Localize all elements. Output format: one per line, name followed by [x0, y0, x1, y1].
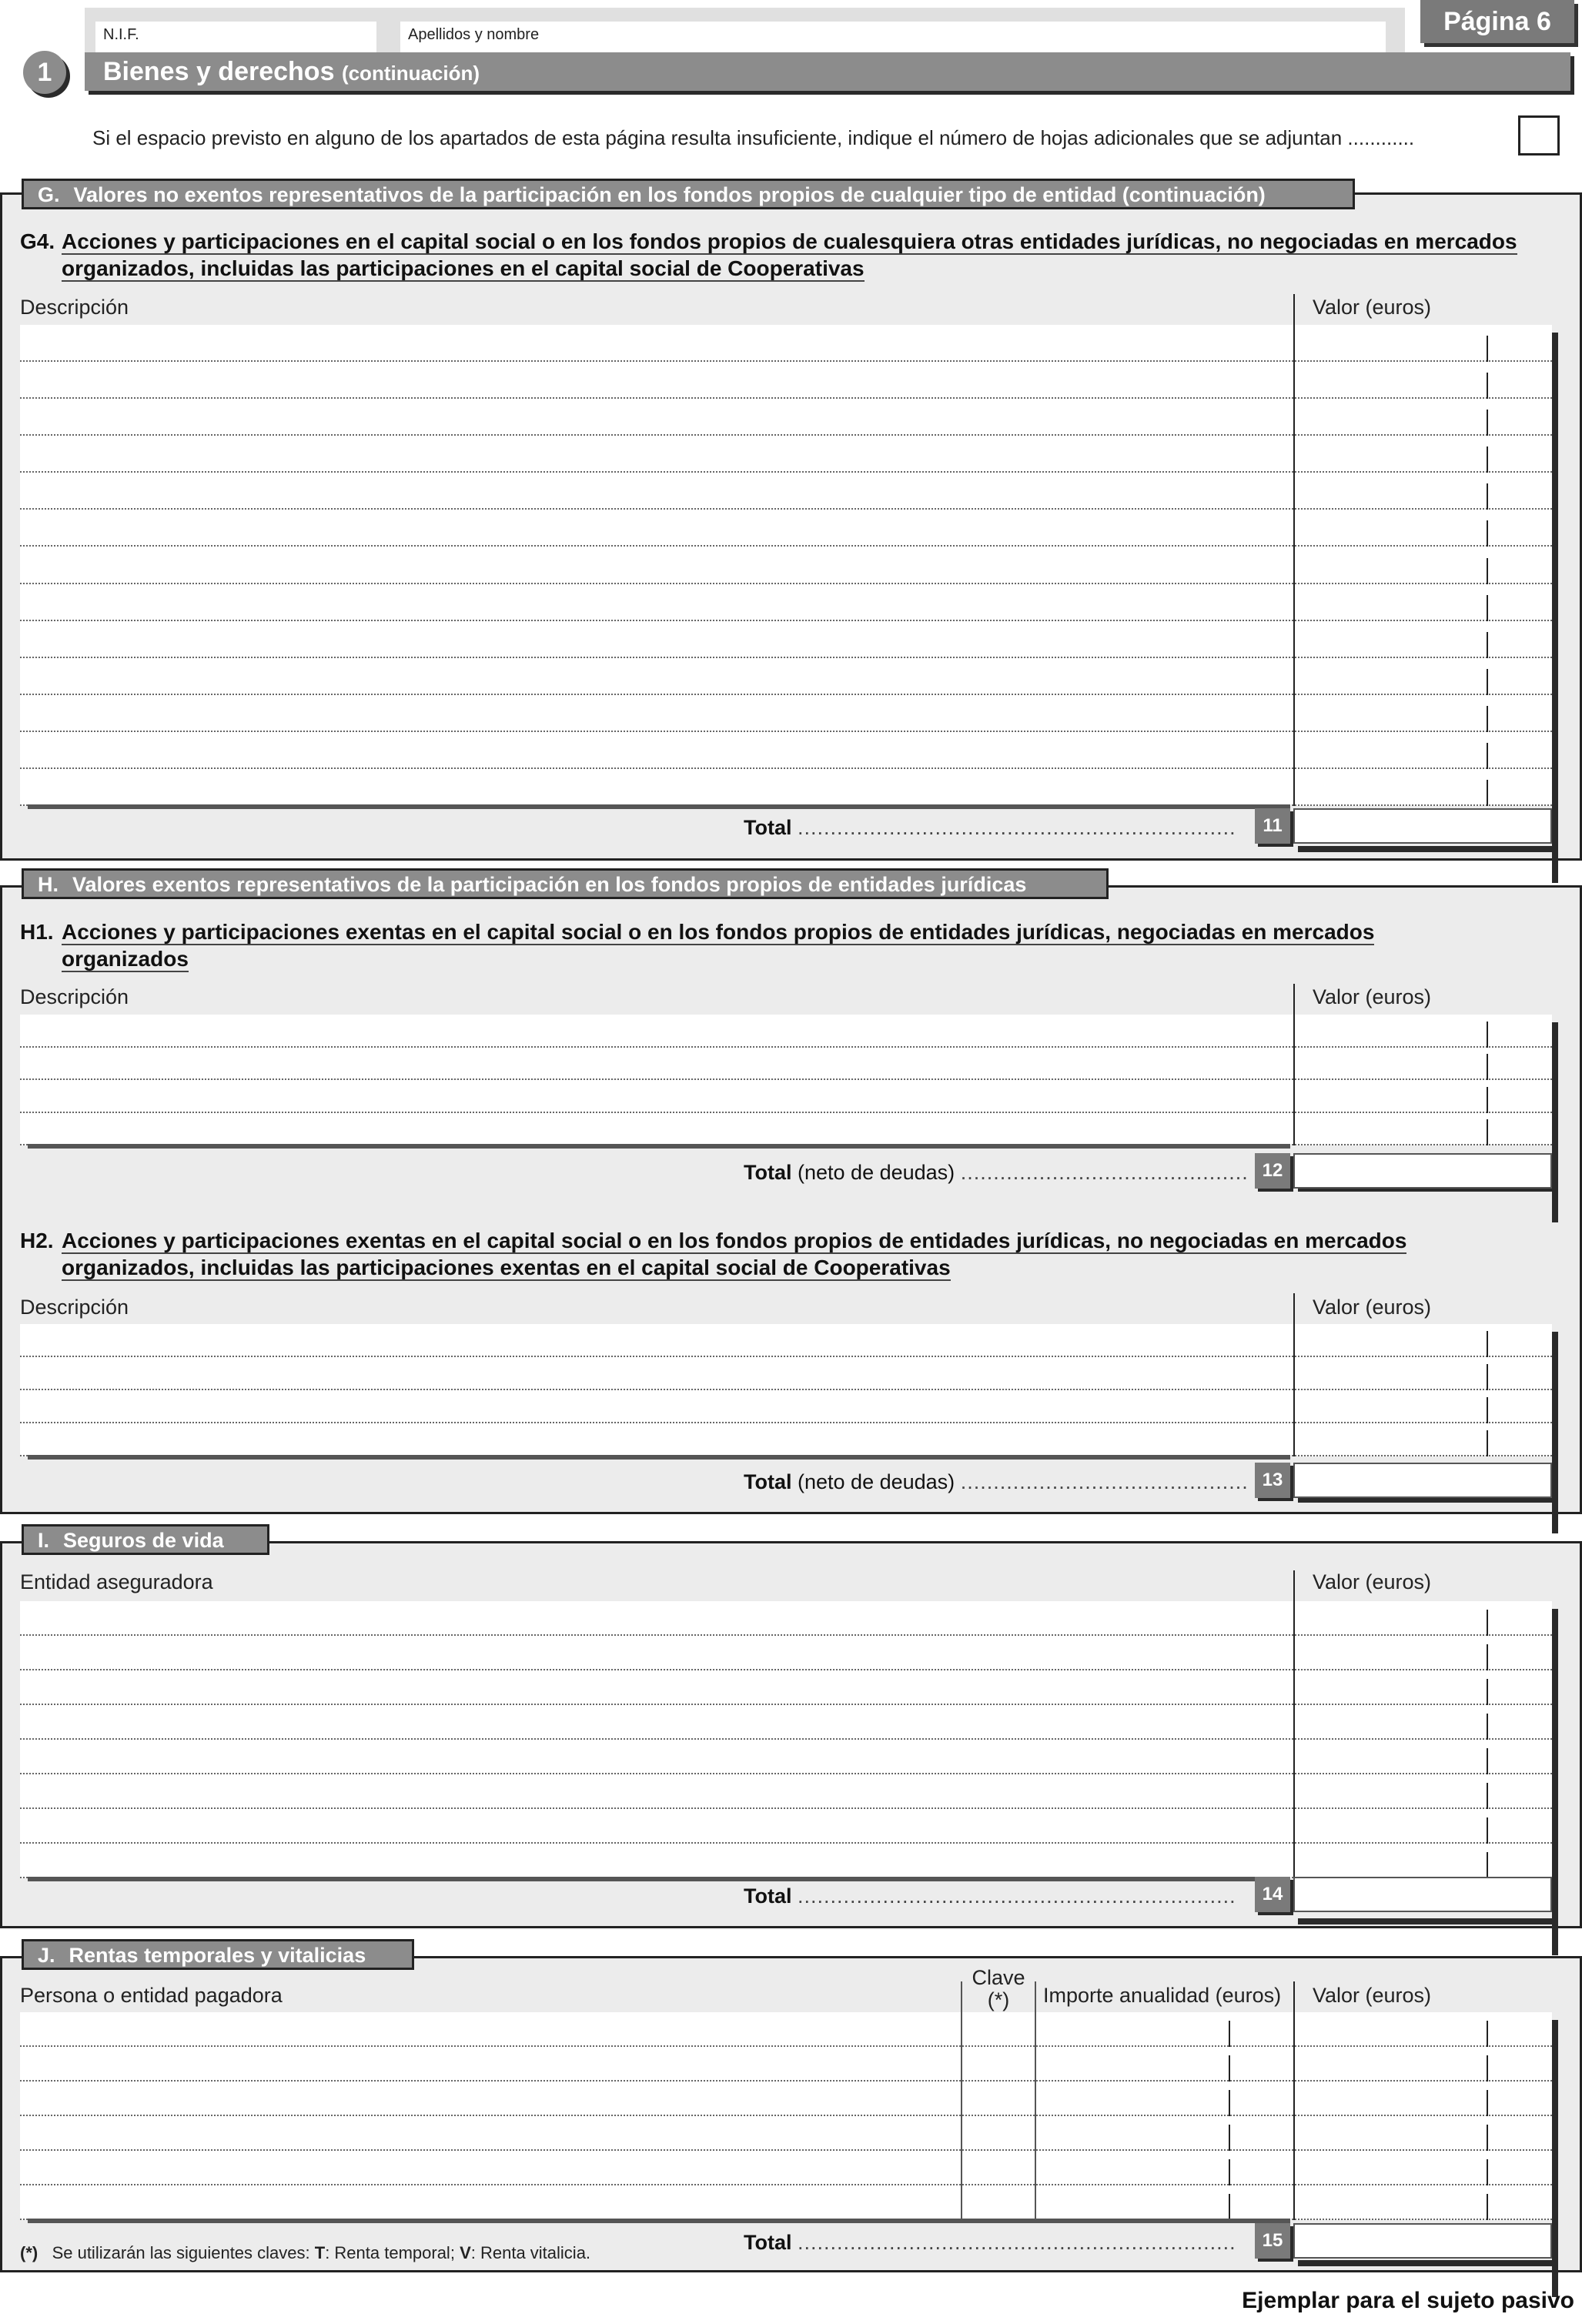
table-right-shadow: [1552, 1609, 1558, 1955]
cents-divider: [1487, 1817, 1488, 1844]
importe-cents-divider: [1229, 2055, 1230, 2082]
section-h-tab: [22, 868, 1109, 899]
page-number-label: Página 6: [1420, 0, 1574, 43]
table-row-line: [20, 2115, 1552, 2116]
cents-divider: [1487, 1331, 1488, 1357]
h2-col-descripcion: Descripción: [20, 1296, 129, 1319]
section-i-title: Seguros de vida: [63, 1529, 224, 1552]
cents-divider: [1487, 1714, 1488, 1740]
table-row-line: [20, 1738, 1552, 1740]
cents-divider: [1487, 2194, 1488, 2220]
cents-divider: [1487, 558, 1488, 584]
table-row-line: [20, 545, 1552, 547]
cents-divider: [1487, 743, 1488, 769]
cents-divider: [1487, 336, 1488, 362]
cents-divider: [1487, 632, 1488, 658]
cents-divider: [1487, 706, 1488, 732]
h1-col-descripcion: Descripción: [20, 985, 129, 1008]
total-separator-bar: [28, 2219, 1290, 2223]
h1-total-label: Total (neto de deudas) ............................................: [744, 1161, 1249, 1184]
cents-divider: [1487, 483, 1488, 510]
cents-divider: [1487, 2055, 1488, 2082]
table-row-line: [20, 1112, 1552, 1113]
header-band: [85, 8, 1405, 52]
h2-line2: organizados, incluidas las participaciones exentas en el capital social de Cooperativas: [62, 1256, 951, 1279]
section-number-badge: 1: [23, 51, 66, 94]
section-g-letter: G.: [38, 183, 60, 206]
h1-line1: Acciones y participaciones exentas en el capital social o en los fondos propios de entidades jurídicas, negociadas en mercados: [62, 920, 1375, 944]
j-column-divider: [961, 1981, 962, 2220]
name-label: Apellidos y nombre: [408, 26, 540, 43]
table-row-line: [20, 1634, 1552, 1636]
table-row-line: [20, 1356, 1552, 1357]
i-total-label: Total ...................................................................: [744, 1884, 1236, 1908]
importe-cents-divider: [1229, 2090, 1230, 2116]
cents-divider: [1487, 2021, 1488, 2047]
table-row-line: [20, 657, 1552, 658]
h1-total-code-box: 12: [1255, 1153, 1290, 1189]
section-j-tab: [22, 1939, 414, 1970]
cents-divider: [1487, 2090, 1488, 2116]
table-row-line: [20, 1046, 1552, 1048]
cents-divider: [1487, 373, 1488, 399]
table-row-line: [20, 1669, 1552, 1670]
cents-divider: [1487, 1397, 1488, 1423]
table-row-line: [20, 2184, 1552, 2185]
section-j-letter: J.: [38, 1944, 55, 1967]
section-i-letter: I.: [38, 1529, 50, 1552]
h2-table[interactable]: [20, 1324, 1552, 1456]
total-separator-bar: [28, 804, 1290, 809]
cents-divider: [1487, 1610, 1488, 1636]
importe-cents-divider: [1229, 2159, 1230, 2185]
h1-table[interactable]: [20, 1015, 1552, 1145]
g-col-descripcion: Descripción: [20, 296, 129, 319]
table-row-line: [20, 1842, 1552, 1844]
g-total-value-field[interactable]: [1293, 808, 1552, 844]
h2-line1: Acciones y participaciones exentas en el capital social o en los fondos propios de entidades jurídicas, no negociadas en mercados: [62, 1229, 1407, 1252]
cents-divider: [1487, 669, 1488, 695]
name-field[interactable]: [400, 22, 1386, 55]
table-row-line: [20, 1389, 1552, 1390]
g-col-valor: Valor (euros): [1313, 296, 1432, 319]
table-row-line: [20, 2080, 1552, 2082]
h2-total-label: Total (neto de deudas) ............................................: [744, 1470, 1249, 1493]
extra-sheets-count-box[interactable]: [1518, 115, 1560, 155]
importe-cents-divider: [1229, 2021, 1230, 2047]
section-g-tab: [22, 179, 1355, 209]
h2-total-code-box: 13: [1255, 1463, 1290, 1498]
table-row-line: [20, 397, 1552, 399]
cents-divider: [1487, 595, 1488, 621]
table-row-line: [20, 620, 1552, 621]
total-separator-bar: [28, 1144, 1290, 1149]
section-j-title: Rentas temporales y vitalicias: [69, 1944, 366, 1967]
table-row-line: [20, 767, 1552, 769]
table-row-line: [20, 434, 1552, 436]
h1-col-valor: Valor (euros): [1313, 985, 1432, 1008]
table-row-line: [20, 583, 1552, 584]
total-separator-bar: [28, 1455, 1290, 1460]
section-h-title: Valores exentos representativos de la participación en los fondos propios de entidades jurídicas: [72, 873, 1027, 896]
cents-divider: [1487, 1644, 1488, 1670]
value-column-divider: [1293, 1570, 1295, 1878]
total-separator-bar: [28, 1877, 1290, 1881]
nif-field[interactable]: [95, 22, 376, 55]
table-right-shadow: [1552, 1022, 1558, 1222]
j-total-value-field[interactable]: [1293, 2223, 1552, 2259]
g-total-label: Total ...................................................................: [744, 816, 1236, 839]
cents-divider: [1487, 1430, 1488, 1456]
cents-divider: [1487, 1783, 1488, 1809]
table-right-shadow: [1552, 333, 1558, 883]
h1-line2: organizados: [62, 947, 189, 971]
i-table[interactable]: [20, 1601, 1552, 1878]
table-row-line: [20, 2149, 1552, 2151]
nif-label: N.I.F.: [103, 26, 139, 43]
table-row-line: [20, 508, 1552, 510]
h2-heading: [20, 1227, 1406, 1281]
cents-divider: [1487, 410, 1488, 436]
g4-line2: organizados, incluidas las participaciones en el capital social de Cooperativas: [62, 256, 865, 280]
j-column-divider: [1035, 1981, 1036, 2220]
h1-number: H1.: [20, 920, 54, 944]
j-table[interactable]: [20, 2012, 1552, 2220]
cents-divider: [1487, 1364, 1488, 1390]
value-column-divider: [1293, 294, 1295, 806]
cents-divider: [1487, 780, 1488, 806]
j-col-importe: Importe anualidad (euros): [1043, 1984, 1282, 2007]
table-row-line: [20, 1807, 1552, 1809]
j-col-clave: [972, 1967, 1025, 2011]
cents-divider: [1487, 2159, 1488, 2185]
value-column-divider: [1293, 1293, 1295, 1456]
cents-divider: [1487, 520, 1488, 547]
i-total-value-field[interactable]: [1293, 1877, 1552, 1912]
cents-divider: [1487, 1022, 1488, 1048]
table-row-line: [20, 1078, 1552, 1080]
cents-divider: [1487, 1748, 1488, 1774]
section-title-bar: [85, 52, 1570, 91]
h2-col-valor: Valor (euros): [1313, 1296, 1432, 1319]
g4-table[interactable]: [20, 325, 1552, 806]
cents-divider: [1487, 1119, 1488, 1145]
j-col-clave-line2: (*): [987, 1988, 1010, 2011]
j-col-clave-line1: Clave: [972, 1966, 1025, 1989]
importe-cents-divider: [1229, 2194, 1230, 2220]
total-bottom-shadow: [1298, 1918, 1558, 1924]
i-col-entidad: Entidad aseguradora: [20, 1570, 213, 1593]
table-row-line: [20, 1773, 1552, 1774]
table-right-shadow: [1552, 2020, 1558, 2297]
g4-line1: Acciones y participaciones en el capital social o en los fondos propios de cualesquiera otras entidades jurídicas, no negociadas en mercados: [62, 229, 1517, 253]
g-total-code-box: 11: [1255, 808, 1290, 844]
total-bottom-shadow: [1298, 2260, 1558, 2266]
value-column-divider: [1293, 984, 1295, 1145]
h2-number: H2.: [20, 1229, 54, 1252]
table-right-shadow: [1552, 1332, 1558, 1533]
section-subtitle: (continuación): [341, 62, 480, 85]
i-col-valor: Valor (euros): [1313, 1570, 1432, 1593]
table-row-line: [20, 731, 1552, 732]
h2-total-value-field[interactable]: [1293, 1463, 1552, 1498]
cents-divider: [1487, 1087, 1488, 1113]
table-row-line: [20, 1704, 1552, 1705]
j-total-label: Total ...................................................................: [744, 2231, 1236, 2254]
table-row-line: [20, 360, 1552, 362]
section-i-tab: [22, 1524, 269, 1555]
section-g-title: Valores no exentos representativos de la participación en los fondos propios de cualquier tipo de entidad (continuación): [73, 183, 1266, 206]
value-column-divider: [1293, 1981, 1295, 2220]
table-row-line: [20, 694, 1552, 695]
table-row-line: [20, 1422, 1552, 1423]
importe-cents-divider: [1229, 2125, 1230, 2151]
g4-number: G4.: [20, 229, 55, 253]
cents-divider: [1487, 2125, 1488, 2151]
table-row-line: [20, 471, 1552, 473]
j-col-persona: Persona o entidad pagadora: [20, 1984, 283, 2007]
section-title: Bienes y derechos: [103, 57, 335, 86]
j-total-code-box: 15: [1255, 2223, 1290, 2259]
extra-sheets-notice: Si el espacio previsto en alguno de los apartados de esta página resulta insuficiente, indique el número de hojas adicionales que se adjuntan ............: [92, 126, 1415, 149]
i-total-code-box: 14: [1255, 1877, 1290, 1912]
total-bottom-shadow: [1298, 846, 1558, 852]
j-col-valor: Valor (euros): [1313, 1984, 1432, 2007]
footer-copy-label: Ejemplar para el sujeto pasivo: [1242, 2288, 1574, 2313]
cents-divider: [1487, 1679, 1488, 1705]
cents-divider: [1487, 1054, 1488, 1080]
cents-divider: [1487, 446, 1488, 473]
g4-heading: [20, 228, 1517, 282]
h1-total-value-field[interactable]: [1293, 1153, 1552, 1189]
cents-divider: [1487, 1852, 1488, 1878]
j-footnote: (*) Se utilizarán las siguientes claves: T: Renta temporal; V: Renta vitalicia.: [20, 2243, 591, 2262]
h1-heading: [20, 918, 1374, 972]
table-row-line: [20, 2045, 1552, 2047]
section-h-letter: H.: [38, 873, 59, 896]
